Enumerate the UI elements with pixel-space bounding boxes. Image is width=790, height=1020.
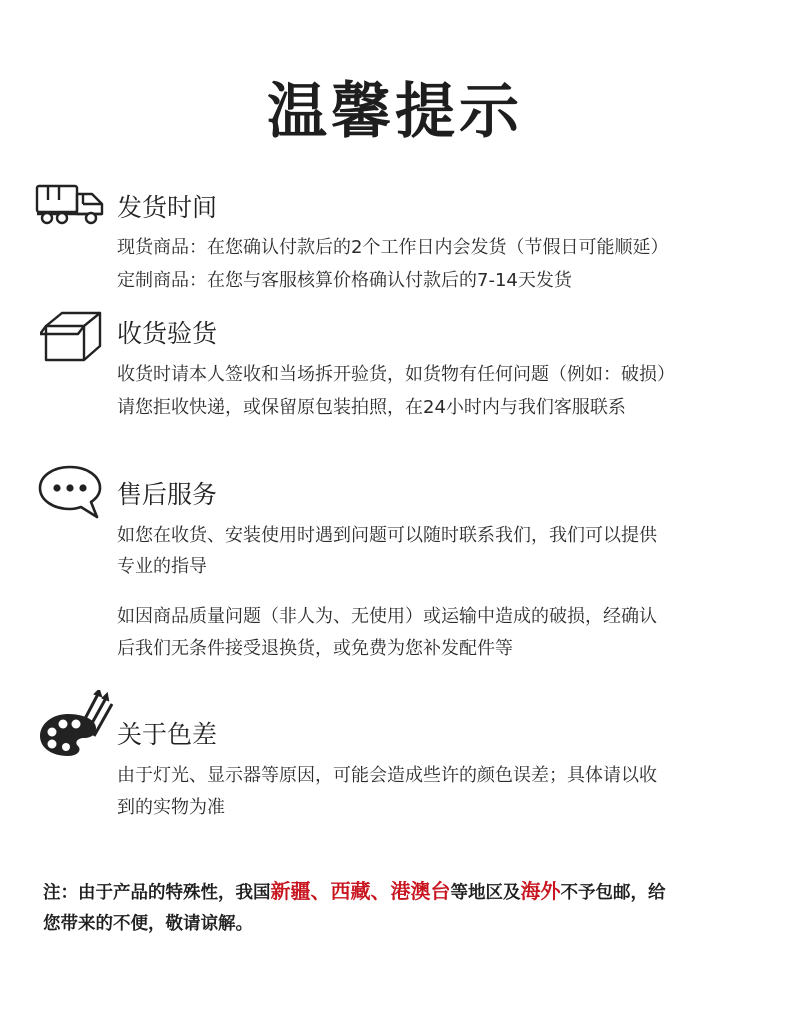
delivery-truck-icon	[34, 182, 106, 226]
package-box-icon	[40, 310, 106, 364]
note-text: 等地区及	[450, 883, 521, 903]
section-line: 收货时请本人签收和当场拆开验货，如货物有任何问题（例如：破损）	[117, 364, 675, 385]
chat-bubble-icon	[37, 464, 103, 520]
section-line: 请您拒收快递，或保留原包装拍照，在24小时内与我们客服联系	[117, 397, 626, 418]
section-line: 如因商品质量问题（非人为、无使用）或运输中造成的破损，经确认	[117, 606, 657, 627]
shipping-note	[43, 874, 763, 910]
section-line: 现货商品：在您确认付款后的2个工作日内会发货（节假日可能顺延）	[117, 237, 669, 258]
section-line: 到的实物为准	[117, 797, 225, 818]
section-line: 定制商品：在您与客服核算价格确认付款后的7-14天发货	[117, 270, 572, 291]
shipping-note-line2: 您带来的不便，敬请谅解。	[43, 914, 253, 934]
note-text: 注：由于产品的特殊性，我国	[43, 883, 271, 903]
section-heading-after-sales: 售后服务	[117, 480, 218, 509]
section-line: 后我们无条件接受退换货，或免费为您补发配件等	[117, 638, 513, 659]
section-heading-color: 关于色差	[117, 720, 218, 749]
section-line: 专业的指导	[117, 556, 207, 577]
note-text: 不予包邮，给	[560, 883, 666, 903]
note-highlight-overseas: 海外	[520, 879, 561, 903]
section-line: 由于灯光、显示器等原因，可能会造成些许的颜色误差；具体请以收	[117, 765, 657, 786]
section-line: 如您在收货、安装使用时遇到问题可以随时联系我们，我们可以提供	[117, 525, 657, 546]
page-title: 温馨提示	[267, 77, 523, 147]
note-highlight-regions: 新疆、西藏、港澳台	[270, 879, 451, 903]
section-heading-shipping: 发货时间	[117, 193, 218, 222]
section-heading-receiving: 收货验货	[117, 319, 218, 348]
paint-palette-icon	[38, 690, 114, 758]
